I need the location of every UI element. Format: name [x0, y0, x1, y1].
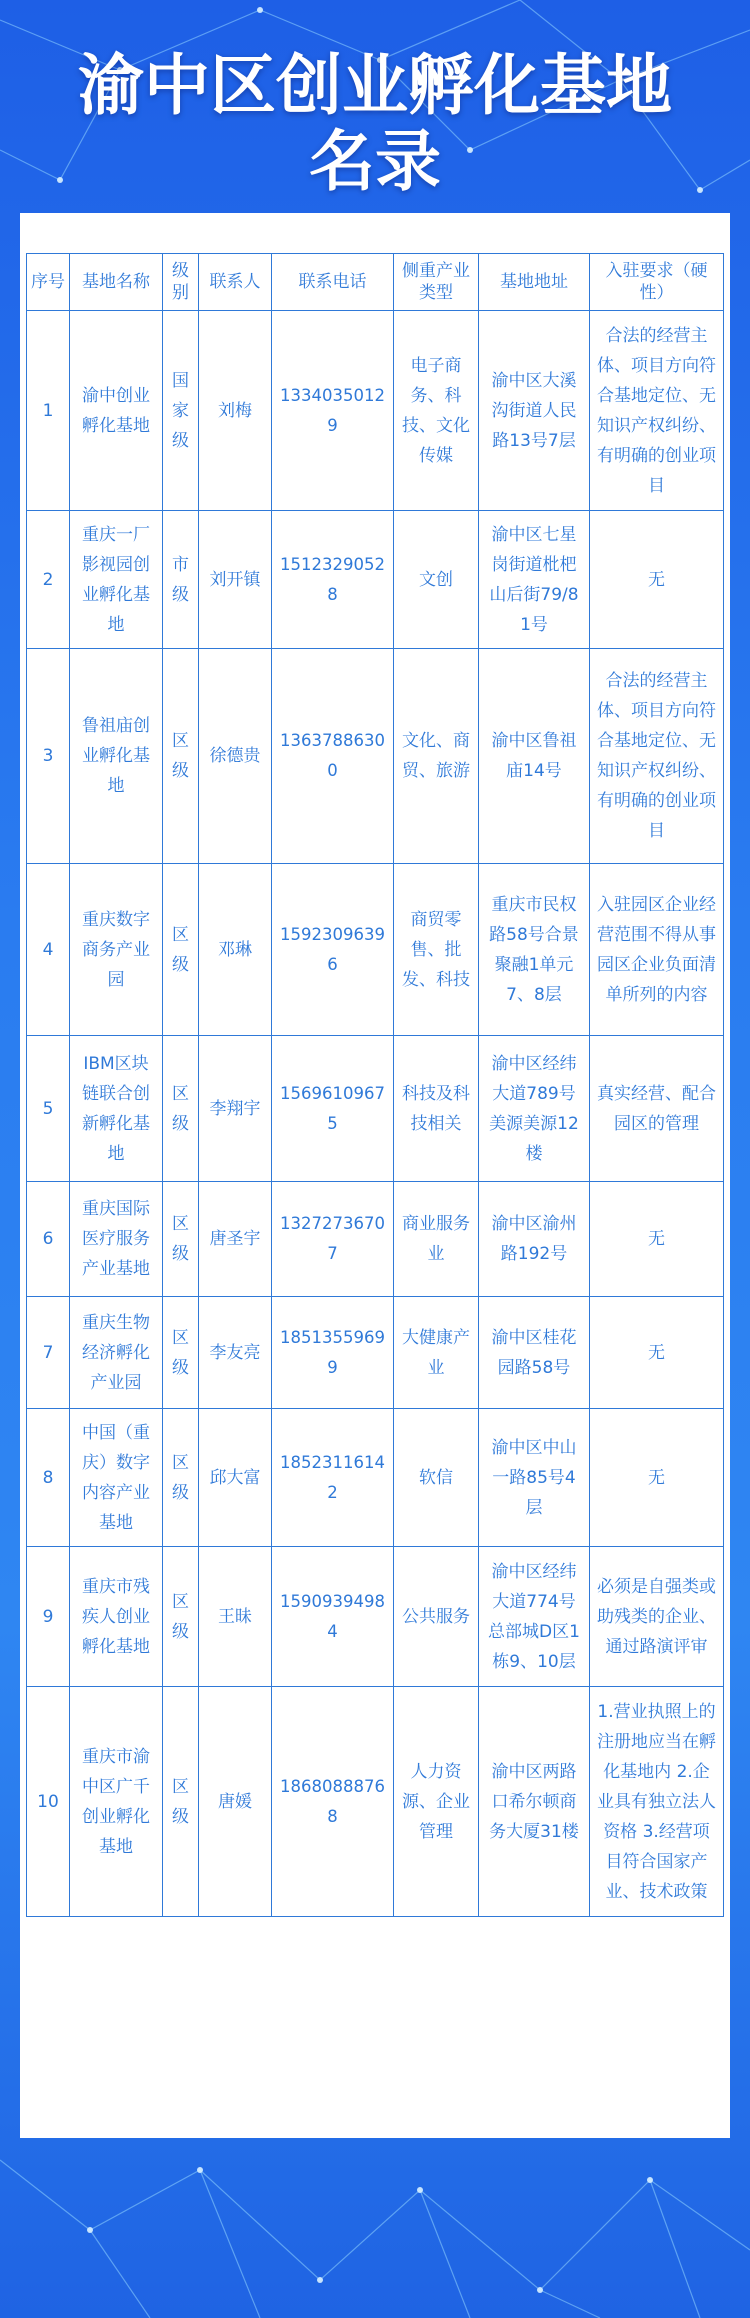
industry-type: 大健康产业	[394, 1297, 479, 1409]
base-address: 渝中区中山一路85号4层	[479, 1409, 590, 1547]
base-address: 渝中区鲁祖庙14号	[479, 649, 590, 864]
base-level: 区级	[163, 1182, 199, 1297]
entry-requirement: 无	[590, 511, 724, 649]
header-industry: 侧重产业类型	[394, 254, 479, 311]
table-row	[27, 1687, 724, 1917]
base-name: 重庆数字商务产业园	[70, 864, 163, 1036]
contact-person: 唐圣宇	[199, 1182, 272, 1297]
header-contact: 联系人	[199, 254, 272, 311]
header-phone: 联系电话	[272, 254, 394, 311]
table-header-row	[27, 254, 724, 311]
base-address: 渝中区七星岗街道枇杷山后街79/81号	[479, 511, 590, 649]
entry-requirement: 无	[590, 1182, 724, 1297]
row-no: 9	[27, 1547, 70, 1687]
base-level: 区级	[163, 1297, 199, 1409]
base-level: 区级	[163, 1687, 199, 1917]
industry-type: 科技及科技相关	[394, 1036, 479, 1182]
contact-phone: 18680888768	[272, 1687, 394, 1917]
row-no: 5	[27, 1036, 70, 1182]
contact-person: 邱大富	[199, 1409, 272, 1547]
header-requirement: 入驻要求（硬性）	[590, 254, 724, 311]
contact-person: 李翔宇	[199, 1036, 272, 1182]
base-name: 重庆市渝中区广千创业孵化基地	[70, 1687, 163, 1917]
table-row	[27, 1036, 724, 1182]
row-no: 8	[27, 1409, 70, 1547]
industry-type: 软信	[394, 1409, 479, 1547]
base-name: 重庆市残疾人创业孵化基地	[70, 1547, 163, 1687]
industry-type: 公共服务	[394, 1547, 479, 1687]
contact-phone: 13340350129	[272, 311, 394, 511]
table-row	[27, 1297, 724, 1409]
contact-phone: 18523116142	[272, 1409, 394, 1547]
contact-person: 徐德贵	[199, 649, 272, 864]
page-title-line2: 名录	[309, 123, 441, 200]
row-no: 10	[27, 1687, 70, 1917]
header-address: 基地地址	[479, 254, 590, 311]
base-address: 渝中区两路口希尔顿商务大厦31楼	[479, 1687, 590, 1917]
base-address: 渝中区渝州路192号	[479, 1182, 590, 1297]
entry-requirement: 真实经营、配合园区的管理	[590, 1036, 724, 1182]
table-row	[27, 1547, 724, 1687]
table-row	[27, 864, 724, 1036]
directory-card	[20, 213, 730, 2138]
entry-requirement: 无	[590, 1409, 724, 1547]
contact-person: 邓琳	[199, 864, 272, 1036]
base-address: 重庆市民权路58号合景聚融1单元7、8层	[479, 864, 590, 1036]
industry-type: 人力资源、企业管理	[394, 1687, 479, 1917]
base-address: 渝中区经纬大道789号美源美源12楼	[479, 1036, 590, 1182]
contact-person: 刘梅	[199, 311, 272, 511]
table-row	[27, 311, 724, 511]
base-address: 渝中区桂花园路58号	[479, 1297, 590, 1409]
base-name: 渝中创业孵化基地	[70, 311, 163, 511]
base-level: 区级	[163, 1036, 199, 1182]
header-name: 基地名称	[70, 254, 163, 311]
industry-type: 商贸零售、批发、科技	[394, 864, 479, 1036]
base-level: 区级	[163, 864, 199, 1036]
entry-requirement: 入驻园区企业经营范围不得从事园区企业负面清单所列的内容	[590, 864, 724, 1036]
base-name: 鲁祖庙创业孵化基地	[70, 649, 163, 864]
contact-phone: 15909394984	[272, 1547, 394, 1687]
base-level: 国家级	[163, 311, 199, 511]
table-row	[27, 1409, 724, 1547]
contact-phone: 13637886300	[272, 649, 394, 864]
table-row	[27, 1182, 724, 1297]
entry-requirement: 1.营业执照上的注册地应当在孵化基地内 2.企业具有独立法人资格 3.经营项目符合国家产业、技术政策	[590, 1687, 724, 1917]
contact-phone: 15923096396	[272, 864, 394, 1036]
row-no: 4	[27, 864, 70, 1036]
base-address: 渝中区经纬大道774号总部城D区1栋9、10层	[479, 1547, 590, 1687]
entry-requirement: 合法的经营主体、项目方向符合基地定位、无知识产权纠纷、有明确的创业项目	[590, 311, 724, 511]
header-no: 序号	[27, 254, 70, 311]
contact-person: 唐媛	[199, 1687, 272, 1917]
contact-person: 王昧	[199, 1547, 272, 1687]
base-level: 区级	[163, 1409, 199, 1547]
contact-phone: 13272736707	[272, 1182, 394, 1297]
base-name: IBM区块链联合创新孵化基地	[70, 1036, 163, 1182]
base-name: 重庆国际医疗服务产业基地	[70, 1182, 163, 1297]
page-title: 渝中区创业孵化基地	[78, 47, 672, 124]
row-no: 3	[27, 649, 70, 864]
base-level: 区级	[163, 1547, 199, 1687]
contact-phone: 15123290528	[272, 511, 394, 649]
base-name: 重庆一厂影视园创业孵化基地	[70, 511, 163, 649]
incubator-table	[26, 253, 724, 1917]
base-name: 重庆生物经济孵化产业园	[70, 1297, 163, 1409]
industry-type: 商业服务业	[394, 1182, 479, 1297]
table-row	[27, 649, 724, 864]
base-level: 市级	[163, 511, 199, 649]
entry-requirement: 合法的经营主体、项目方向符合基地定位、无知识产权纠纷、有明确的创业项目	[590, 649, 724, 864]
table-row	[27, 511, 724, 649]
industry-type: 文化、商贸、旅游	[394, 649, 479, 864]
row-no: 1	[27, 311, 70, 511]
row-no: 2	[27, 511, 70, 649]
row-no: 7	[27, 1297, 70, 1409]
base-name: 中国（重庆）数字内容产业基地	[70, 1409, 163, 1547]
entry-requirement: 必须是自强类或助残类的企业、通过路演评审	[590, 1547, 724, 1687]
industry-type: 文创	[394, 511, 479, 649]
contact-phone: 18513559699	[272, 1297, 394, 1409]
industry-type: 电子商务、科技、文化传媒	[394, 311, 479, 511]
contact-person: 刘开镇	[199, 511, 272, 649]
row-no: 6	[27, 1182, 70, 1297]
base-level: 区级	[163, 649, 199, 864]
contact-person: 李友亮	[199, 1297, 272, 1409]
contact-phone: 15696109675	[272, 1036, 394, 1182]
entry-requirement: 无	[590, 1297, 724, 1409]
header-level: 级别	[163, 254, 199, 311]
base-address: 渝中区大溪沟街道人民路13号7层	[479, 311, 590, 511]
